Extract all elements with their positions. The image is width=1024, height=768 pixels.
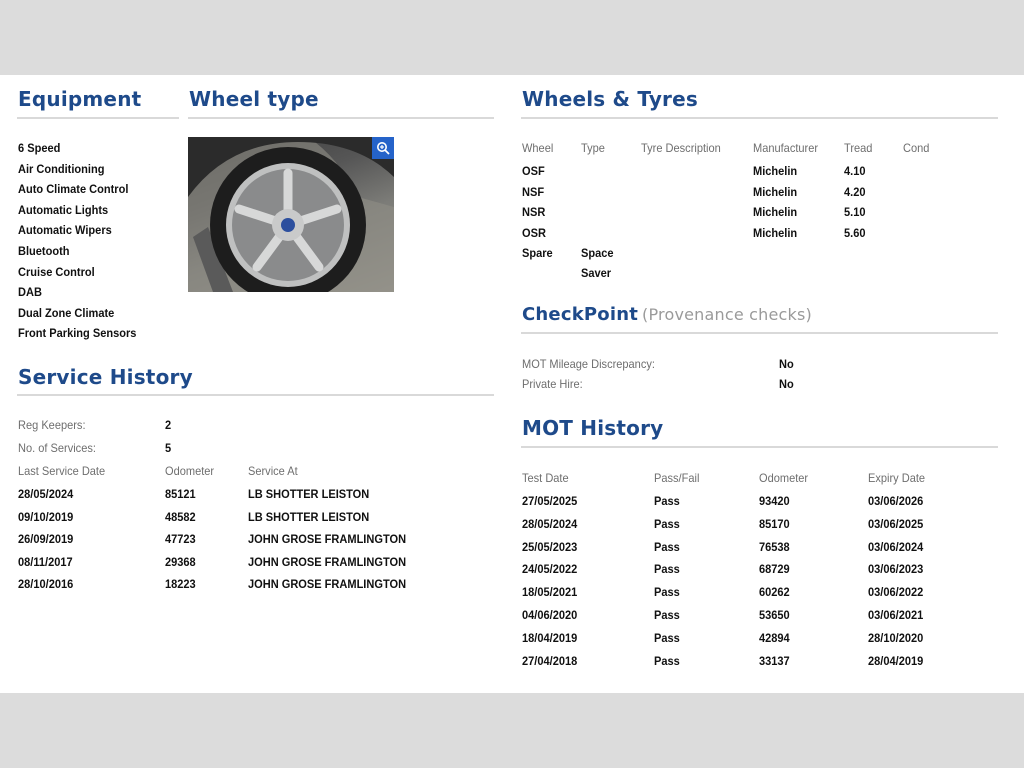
mot-history-rule: [521, 446, 998, 448]
equipment-rule: [17, 117, 179, 119]
reg-keepers-label: Reg Keepers:: [18, 418, 86, 432]
wheels-tyres-heading: Wheels & Tyres: [522, 87, 698, 111]
service-table-cell: 28/10/2016: [18, 577, 74, 591]
vehicle-report-sheet: [0, 75, 1024, 693]
tyre-table-cell: Michelin: [753, 205, 798, 219]
service-column-header: Service At: [248, 464, 298, 478]
tyre-table-cell: NSF: [522, 184, 545, 199]
private-hire-label: Private Hire:: [522, 377, 583, 391]
service-table-cell: JOHN GROSE FRAMLINGTON: [248, 554, 407, 569]
mot-table-cell: 68729: [759, 562, 790, 577]
service-table-cell: LB SHOTTER LEISTON: [248, 509, 370, 524]
mot-column-header: Pass/Fail: [654, 471, 700, 485]
reg-keepers-value: 2: [165, 418, 172, 432]
service-table-cell: 28/05/2024: [18, 487, 74, 501]
mot-history-heading: MOT History: [522, 416, 664, 440]
equipment-item: Cruise Control: [18, 264, 95, 279]
mot-table-cell: Pass: [654, 516, 680, 531]
mot-column-header: Test Date: [522, 471, 569, 485]
mot-mileage-value: No: [779, 357, 794, 371]
mot-table-cell: 93420: [759, 494, 790, 508]
spare-type-line1: Space: [581, 246, 614, 260]
spare-type-line2: Saver: [581, 266, 612, 280]
mot-table-cell: 33137: [759, 653, 790, 668]
service-table-cell: LB SHOTTER LEISTON: [248, 487, 370, 501]
tyre-table-cell: Michelin: [753, 225, 798, 240]
wheel-photo[interactable]: [188, 137, 394, 292]
mot-table-cell: Pass: [654, 494, 680, 508]
service-table-cell: 18223: [165, 577, 196, 591]
tyre-column-header: Tyre Description: [641, 141, 721, 155]
checkpoint-title: CheckPoint: [522, 304, 639, 325]
mot-table-cell: 03/06/2025: [868, 516, 924, 531]
mot-table-cell: 85170: [759, 516, 790, 531]
service-column-header: Odometer: [165, 464, 215, 478]
mot-table-cell: 18/05/2021: [522, 585, 578, 600]
tyre-column-header: Wheel: [522, 141, 554, 155]
mot-table-cell: 60262: [759, 585, 790, 600]
equipment-item: Air Conditioning: [18, 161, 105, 176]
mot-table-cell: Pass: [654, 539, 680, 554]
service-table-cell: 29368: [165, 554, 196, 569]
mot-table-cell: 28/04/2019: [868, 653, 924, 668]
service-table-cell: 26/09/2019: [18, 532, 74, 546]
mot-table-cell: 03/06/2023: [868, 562, 924, 577]
tyre-table-cell: 4.20: [844, 184, 866, 199]
equipment-heading: Equipment: [18, 87, 142, 111]
spare-wheel-label: Spare: [522, 246, 553, 260]
equipment-item: Front Parking Sensors: [18, 326, 137, 341]
equipment-item: 6 Speed: [18, 141, 61, 155]
wheel-illustration: [188, 137, 394, 292]
mot-column-header: Odometer: [759, 471, 809, 485]
mot-table-cell: 25/05/2023: [522, 539, 578, 554]
wheels-tyres-rule: [521, 117, 998, 119]
service-table-cell: 47723: [165, 532, 196, 546]
tyre-column-header: Tread: [844, 141, 873, 155]
mot-column-header: Expiry Date: [868, 471, 926, 485]
service-history-rule: [17, 394, 494, 396]
services-count-value: 5: [165, 441, 172, 455]
mot-table-cell: 24/05/2022: [522, 562, 578, 577]
tyre-table-cell: Michelin: [753, 164, 798, 178]
mot-table-cell: 03/06/2022: [868, 585, 924, 600]
wheel-type-rule: [188, 117, 494, 119]
wheel-type-heading: Wheel type: [189, 87, 319, 111]
mot-table-cell: 27/05/2025: [522, 494, 578, 508]
mot-table-cell: 28/05/2024: [522, 516, 578, 531]
mot-table-cell: 76538: [759, 539, 790, 554]
services-count-label: No. of Services:: [18, 441, 96, 455]
service-table-cell: JOHN GROSE FRAMLINGTON: [248, 577, 407, 591]
mot-table-cell: Pass: [654, 653, 680, 668]
tyre-table-cell: Michelin: [753, 184, 798, 199]
mot-table-cell: 18/04/2019: [522, 630, 578, 645]
service-history-heading: Service History: [18, 365, 193, 389]
checkpoint-rule: [521, 332, 998, 334]
service-column-header: Last Service Date: [18, 464, 106, 478]
service-table-cell: 85121: [165, 487, 196, 501]
service-table-cell: 09/10/2019: [18, 509, 74, 524]
mot-table-cell: Pass: [654, 585, 680, 600]
service-table-cell: 48582: [165, 509, 196, 524]
mot-table-cell: 53650: [759, 608, 790, 622]
tyre-table-cell: NSR: [522, 205, 546, 219]
mot-table-cell: 04/06/2020: [522, 608, 578, 622]
mot-table-cell: Pass: [654, 608, 680, 622]
equipment-item: Automatic Lights: [18, 202, 109, 217]
checkpoint-heading: [522, 304, 812, 325]
tyre-column-header: Manufacturer: [753, 141, 819, 155]
service-table-cell: JOHN GROSE FRAMLINGTON: [248, 532, 407, 546]
equipment-item: DAB: [18, 285, 42, 300]
tyre-table-cell: 5.10: [844, 205, 866, 219]
magnifier-icon: [376, 141, 390, 155]
equipment-item: Bluetooth: [18, 244, 70, 258]
tyre-table-cell: OSR: [522, 225, 546, 240]
mot-table-cell: 03/06/2026: [868, 494, 924, 508]
zoom-in-icon[interactable]: [372, 137, 394, 159]
mot-table-cell: 42894: [759, 630, 790, 645]
equipment-item: Dual Zone Climate: [18, 305, 115, 320]
tyre-column-header: Type: [581, 141, 605, 155]
mot-table-cell: 03/06/2021: [868, 608, 924, 622]
tyre-table-cell: 4.10: [844, 164, 866, 178]
mot-table-cell: Pass: [654, 562, 680, 577]
mot-table-cell: 28/10/2020: [868, 630, 924, 645]
equipment-item: Automatic Wipers: [18, 223, 112, 238]
equipment-item: Auto Climate Control: [18, 182, 129, 197]
service-table-cell: 08/11/2017: [18, 554, 73, 569]
tyre-table-cell: OSF: [522, 164, 545, 178]
tyre-table-cell: 5.60: [844, 225, 866, 240]
mot-table-cell: Pass: [654, 630, 680, 645]
checkpoint-subtitle: (Provenance checks): [642, 305, 813, 324]
mot-mileage-label: MOT Mileage Discrepancy:: [522, 357, 655, 371]
mot-table-cell: 03/06/2024: [868, 539, 924, 554]
private-hire-value: No: [779, 377, 794, 391]
tyre-column-header: Cond: [903, 141, 930, 155]
mot-table-cell: 27/04/2018: [522, 653, 578, 668]
